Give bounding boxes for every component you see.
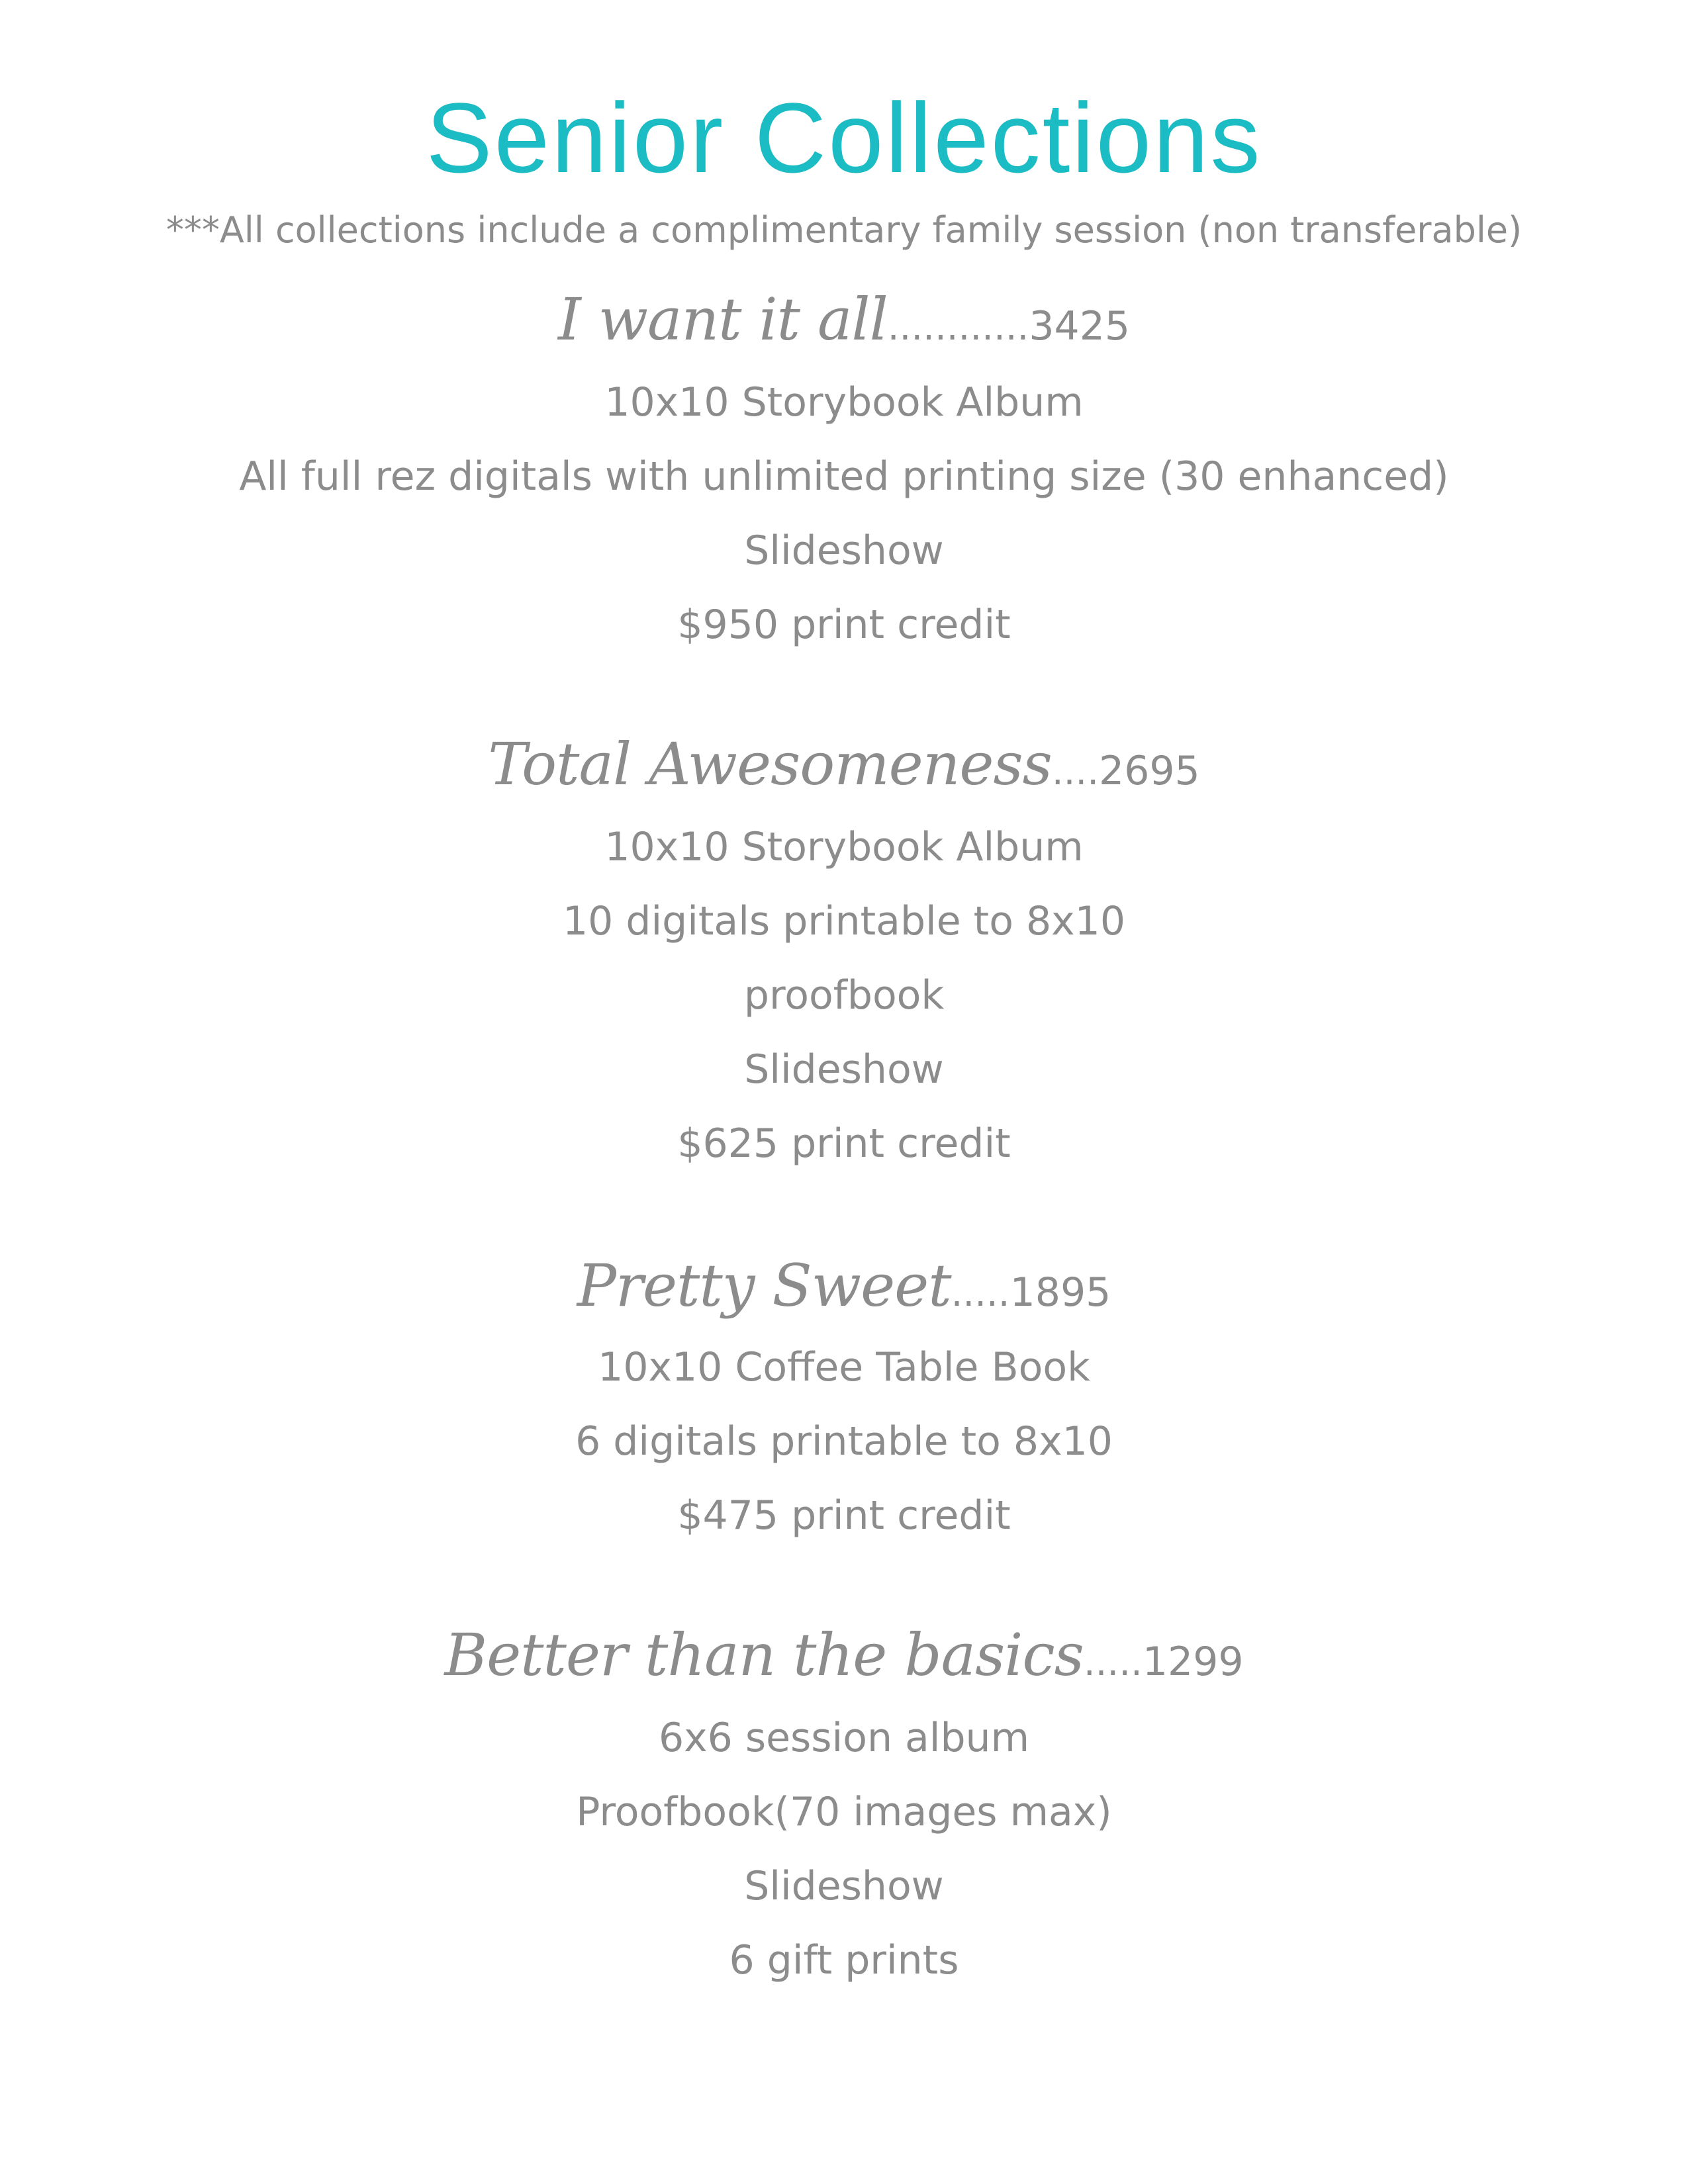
package-item: Slideshow — [744, 527, 944, 574]
package-name: Pretty Sweet — [577, 1251, 951, 1320]
package-heading — [0, 728, 1688, 817]
package-item: 6 digitals printable to 8x10 — [575, 1418, 1113, 1465]
package-item: 10 digitals printable to 8x10 — [562, 898, 1126, 944]
package-dots: ..... — [1083, 1641, 1143, 1684]
package-item: 10x10 Storybook Album — [604, 824, 1084, 870]
package-name: I want it all — [557, 285, 888, 353]
package-item: Slideshow — [744, 1863, 944, 1909]
package-item: $625 print credit — [677, 1120, 1011, 1167]
package-item: $950 print credit — [677, 602, 1011, 648]
page-title: Senior Collections — [426, 82, 1262, 193]
package-item: proofbook — [743, 972, 945, 1019]
package-name: Better than the basics — [444, 1621, 1084, 1689]
package-item: $475 print credit — [677, 1492, 1011, 1539]
package-heading — [0, 1250, 1688, 1339]
package-item: Proofbook(70 images max) — [576, 1789, 1112, 1835]
package-dots: ............ — [887, 306, 1029, 349]
package-price: 3425 — [1029, 303, 1131, 349]
package-price: 1299 — [1142, 1639, 1244, 1685]
package-item: All full rez digitals with unlimited printing size (30 enhanced) — [239, 453, 1449, 500]
package-item: 6x6 session album — [658, 1715, 1030, 1761]
package-heading — [0, 283, 1688, 373]
package-item: 10x10 Coffee Table Book — [598, 1344, 1090, 1390]
package-dots: .... — [1051, 751, 1100, 794]
package-item: Slideshow — [744, 1046, 944, 1093]
package-price: 2695 — [1099, 748, 1200, 794]
package-item: 6 gift prints — [729, 1937, 959, 1983]
package-item: 10x10 Storybook Album — [604, 379, 1084, 426]
package-price: 1895 — [1009, 1269, 1111, 1316]
page-subtitle: ***All collections include a complimentary family session (non transferable) — [165, 209, 1523, 251]
package-name: Total Awesomeness — [488, 730, 1052, 798]
package-heading — [0, 1619, 1688, 1708]
package-dots: ..... — [951, 1272, 1010, 1315]
